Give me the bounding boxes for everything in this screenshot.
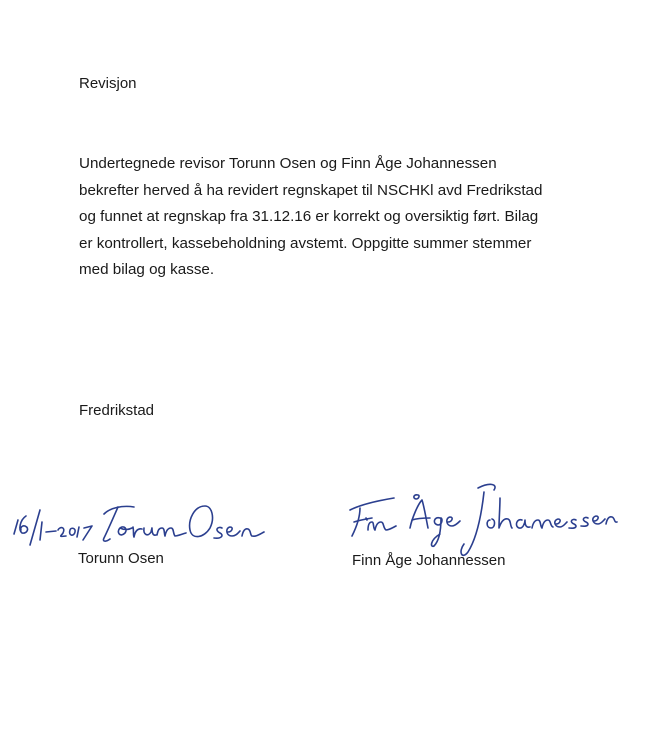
body-line-1: Undertegnede revisor Torunn Osen og Finn Åge Johannessen xyxy=(79,155,497,172)
document-heading: Revisjon xyxy=(79,75,137,92)
signature-right-name xyxy=(350,484,617,555)
document-place: Fredrikstad xyxy=(79,402,155,419)
signatures-ink xyxy=(0,470,665,560)
signature-left-printed-name: Torunn Osen xyxy=(78,550,164,567)
body-line-3: og funnet at regnskap fra 31.12.16 er korrekt og oversiktig ført. Bilag xyxy=(79,208,539,225)
body-line-5: med bilag og kasse. xyxy=(79,261,215,278)
signature-left-name xyxy=(103,506,264,541)
body-line-2: bekrefter herved å ha revidert regnskapet til NSCHKl avd Fredrikstad xyxy=(79,181,543,199)
body-line-4: er kontrollert, kassebeholdning avstemt. Oppgitte summer stemmer xyxy=(79,234,532,252)
signature-left-date xyxy=(14,510,92,545)
document-body xyxy=(79,151,619,284)
signature-right-printed-name: Finn Åge Johannessen xyxy=(352,552,506,569)
